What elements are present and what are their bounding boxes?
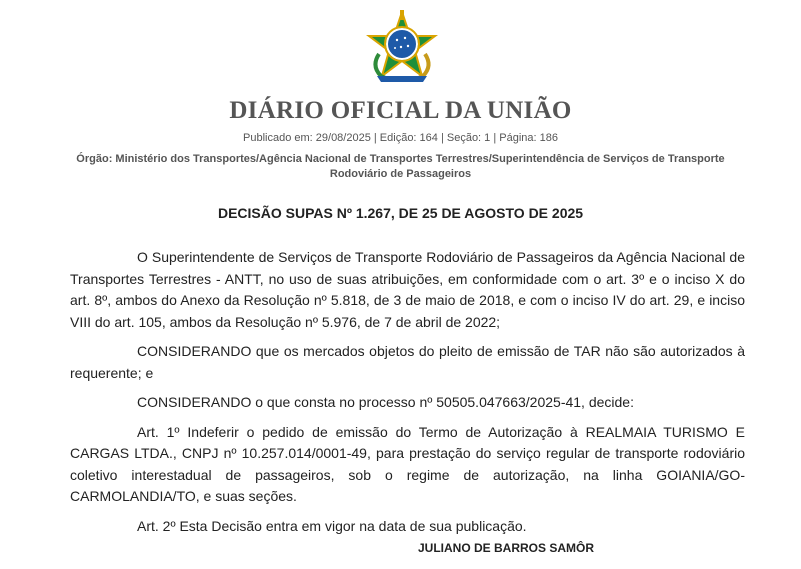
paragraph-considerando-1: CONSIDERANDO que os mercados objetos do pleito de emissão de TAR não são autorizados à requerente; e — [70, 343, 745, 381]
brazil-coat-of-arms-icon — [365, 10, 439, 84]
document-body — [70, 247, 745, 545]
paragraph-preamble: O Superintendente de Serviços de Transporte Rodoviário de Passageiros da Agência Nacional de Transportes Terrestres - ANTT, no uso de suas atribuições, em conformidade com o art. 3º e o inciso X do art. 8º, ambos do Anexo da Resolução nº 5.818, de 3 de maio de 2018, e com o inciso IV do art. 29, e inciso VIII do art. 105, ambos da Resolução nº 5.976, de 7 de abril de 2022; — [70, 249, 745, 330]
page-title: DIÁRIO OFICIAL DA UNIÃO — [229, 97, 572, 124]
decisao-title: DECISÃO SUPAS Nº 1.267, DE 25 DE AGOSTO DE 2025 — [217, 205, 584, 221]
paragraph-art-1: Art. 1º Indeferir o pedido de emissão do Termo de Autorização à REALMAIA TURISMO E CARGAS LTDA., CNPJ nº 10.257.014/0001-49, para prestação do serviço regular de transporte rodoviário coletivo interestadual de passageiros, sob o regime de autorização, na linha GOIANIA/GO-CARMOLANDIA/TO, e suas seções. — [70, 423, 745, 504]
publication-meta: Publicado em: 29/08/2025 | Edição: 164 | Seção: 1 | Página: 186 — [243, 132, 558, 144]
paragraph-considerando-2: CONSIDERANDO o que consta no processo nº 50505.047663/2025-41, decide: — [137, 394, 634, 410]
paragraph-art-2: Art. 2º Esta Decisão entra em vigor na data de sua publicação. — [137, 517, 527, 534]
signature: JULIANO DE BARROS SAMÔR — [418, 541, 595, 555]
orgao-line: Órgão: Ministério dos Transportes/Agência Nacional de Transportes Terrestres/Superintendência de Serviços de Transporte Rodoviário de Passageiros — [76, 153, 725, 180]
